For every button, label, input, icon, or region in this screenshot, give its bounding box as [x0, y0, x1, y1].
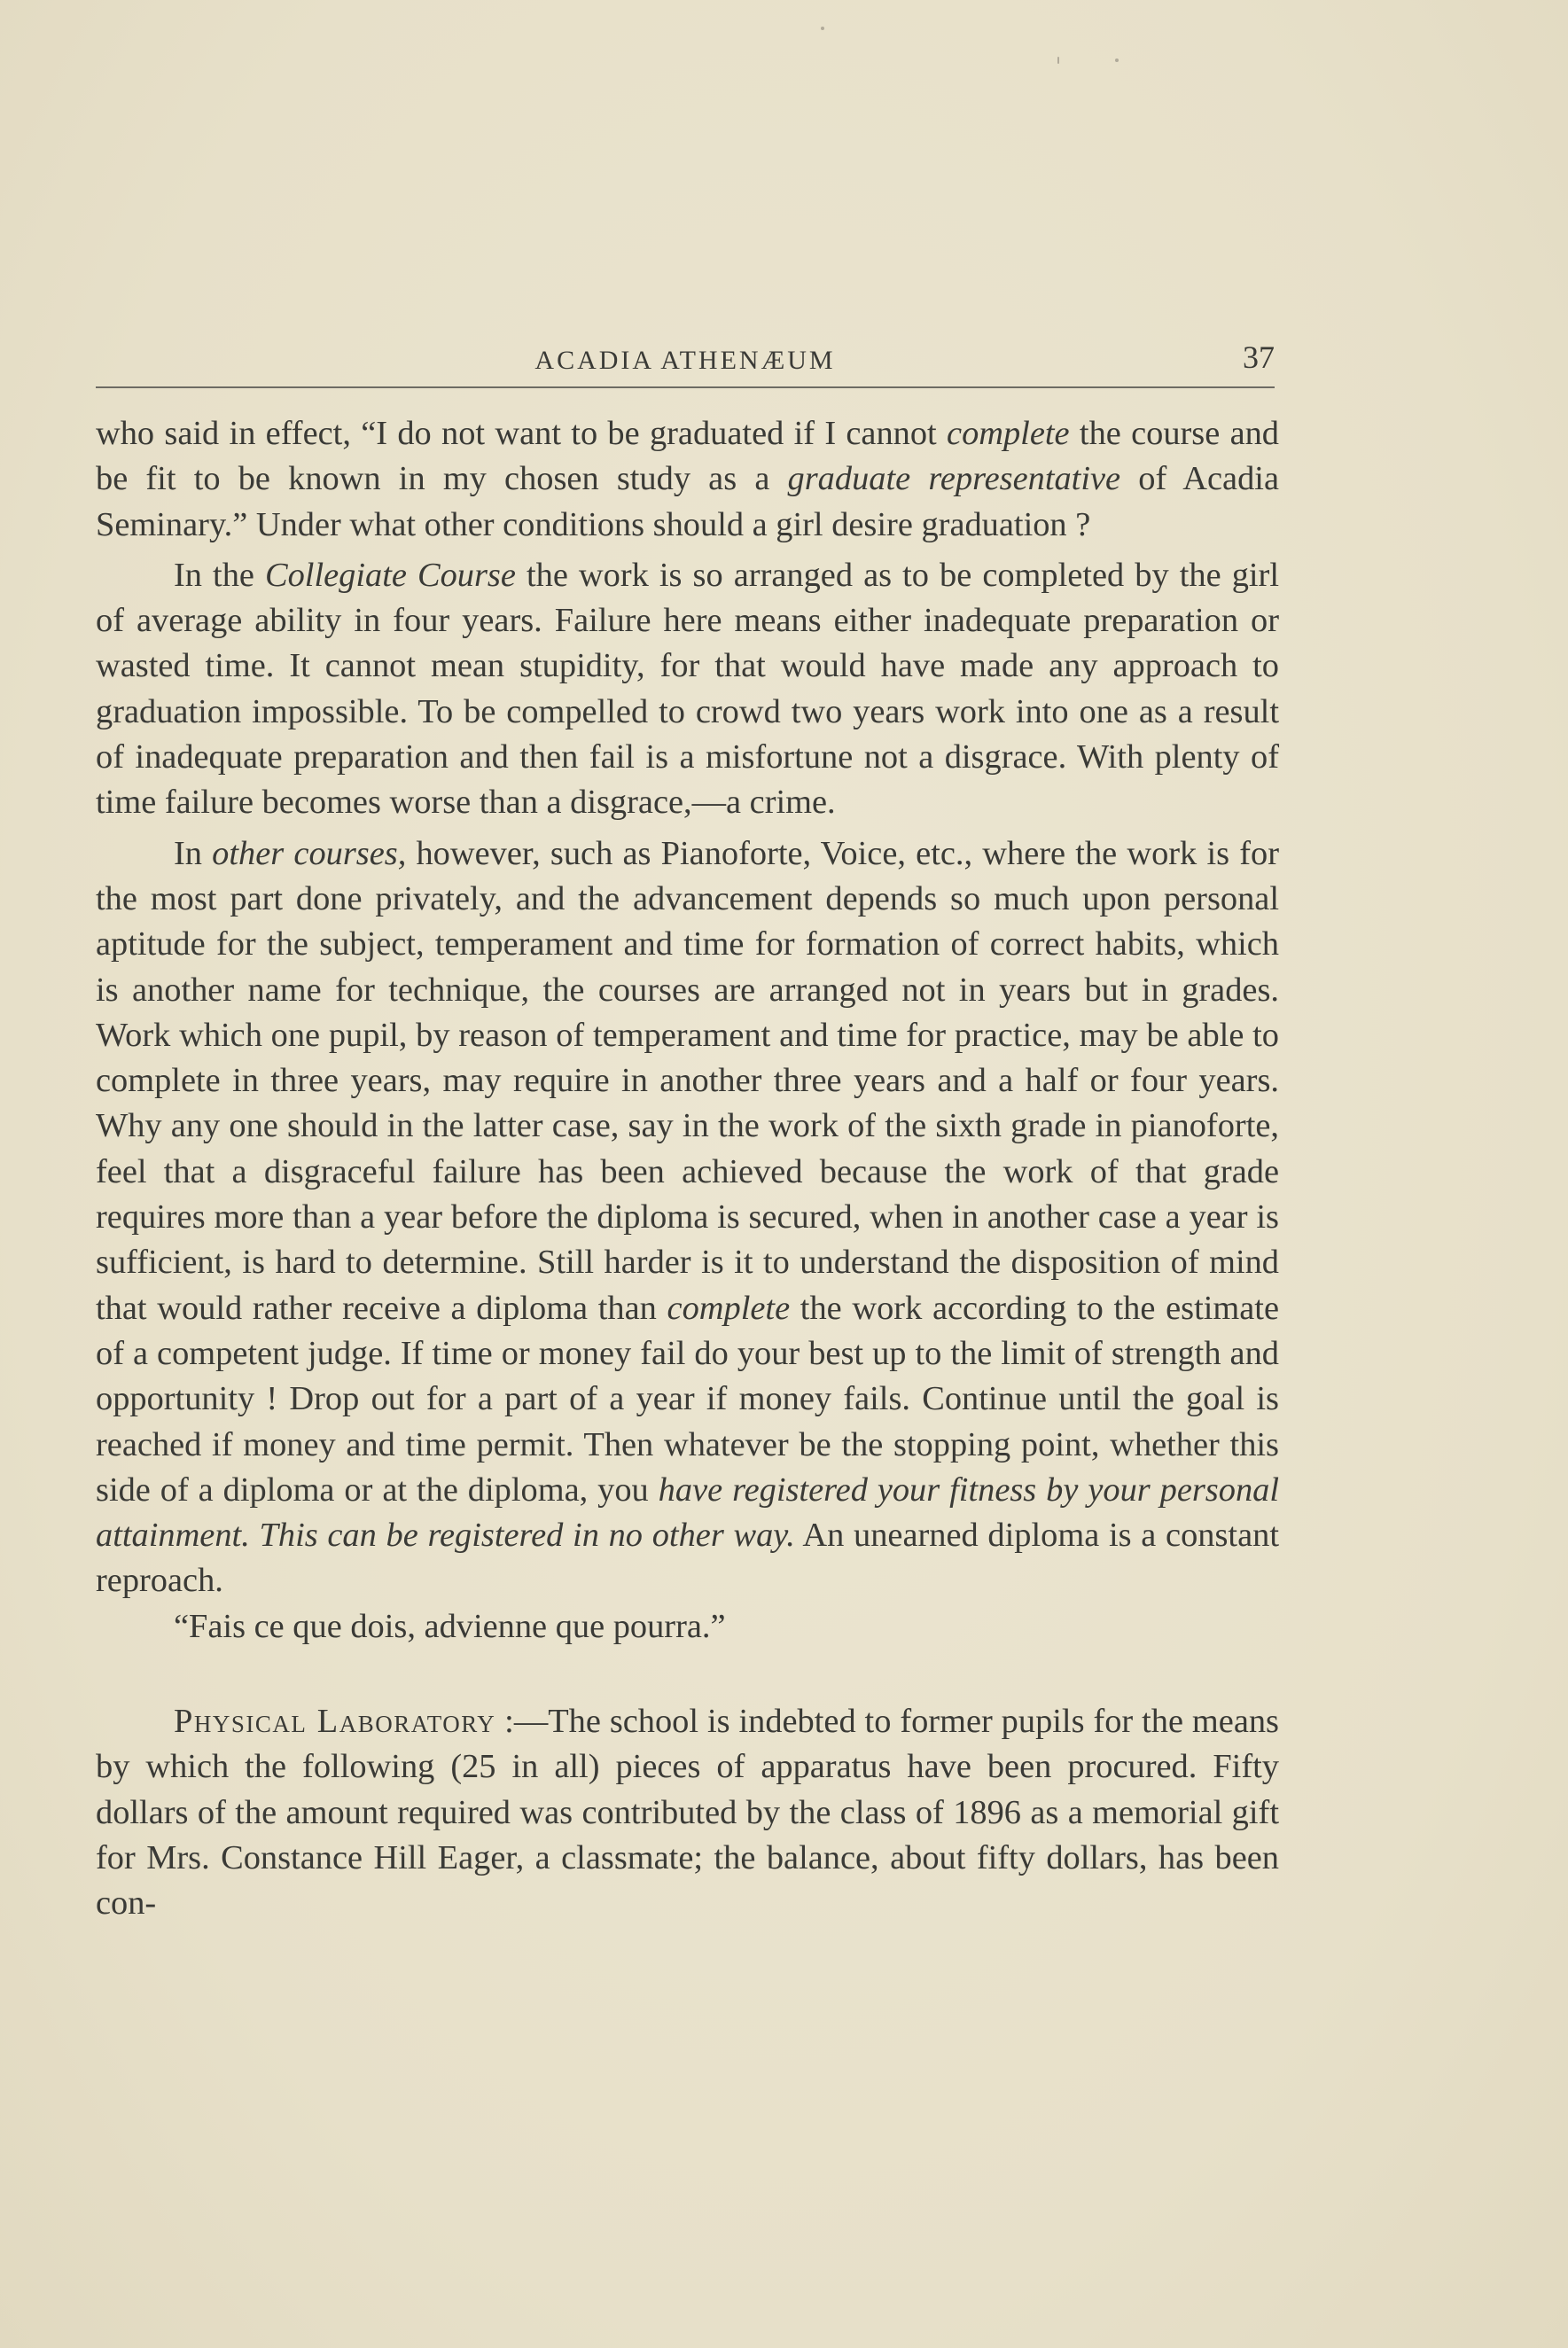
page-number: 37	[1243, 339, 1275, 375]
paragraph-physical-laboratory	[96, 1699, 1279, 1926]
italic-run: have registered your fitness by your personal attainment. This can be registered in no other way.	[96, 1470, 1280, 1555]
italic-run: other courses,	[212, 834, 407, 872]
paper-speck	[821, 27, 824, 30]
text-run: the work is so arranged as to be completed by the girl of average ability in four years. Failure here means either inadequate preparation or wasted time. It cannot mean stupidity, for that would have made any approach to graduation impossible. To be compelled to crowd two years work into one as a result of inadequate preparation and then fail is a misfortune not a disgrace. With plenty of time failure becomes worse than a disgrace,—a crime.	[96, 556, 1280, 822]
text-run: An unearned diploma is a constant reproach.	[96, 1517, 1279, 1600]
text-run: “Fais ce que dois, advienne que pourra.”	[174, 1607, 726, 1645]
text-run: the work according to the estimate of a competent judge. If time or money fail do your best up to the limit of strength and opportunity ! Drop out for a part of a year if money fails. Continue until the goal is reached if money and time permit. Then whatever be the stopping point, whether this side of a diploma or at the diploma, you	[96, 1289, 1280, 1509]
text-run: however, such as Pianoforte, Voice, etc., where the work is for the most part done privately, and the advancement depends so much upon personal aptitude for the subject, temperament and time for formation of correct habits, which is another name for technique, the courses are arranged not in years but in grades. Work which one pupil, by reason of temperament and time for practice, may be able to complete in three years, may require in another three years and a half or four years. Why any one should in the latter case, say in the work of the sixth grade in pianoforte, feel that a disgraceful failure has been achieved because the work of that grade requires more than a year before the diploma is secured, when in another case a year is sufficient, is hard to determine. Still harder is it to understand the disposition of mind that would rather receive a diploma than	[96, 834, 1280, 1327]
text-run: In	[174, 834, 213, 872]
italic-run: complete	[667, 1289, 791, 1327]
text-run: who said in effect, “I do not want to be graduated if I cannot	[96, 415, 948, 452]
italic-run: Collegiate Course	[265, 556, 516, 594]
text-run: the course and be fit to be known in my chosen study as a	[96, 415, 1279, 498]
paragraph-collegiate-course	[96, 553, 1279, 826]
text-run: :—The school is indebted to former pupils for the means by which the following (25 in all) pieces of apparatus have been procured. Fifty dollars of the amount required was contributed by the class of 1896 as a memorial gift for Mrs. Constance Hill Eager, a classmate; the balance, about fifty dollars, has been con-	[96, 1703, 1279, 1923]
paragraph-motto	[96, 1604, 1279, 1650]
italic-run: graduate representative	[787, 460, 1121, 498]
italic-run: complete	[947, 415, 1070, 452]
paper-speck	[1057, 57, 1059, 64]
section-heading: Physical Laboratory	[174, 1703, 496, 1741]
paragraph-1	[96, 411, 1279, 548]
page-header	[96, 337, 1275, 390]
text-run: of Acadia Seminary.” Under what other conditions should a girl desire graduation ?	[96, 460, 1279, 543]
header-rule	[96, 386, 1275, 388]
paper-speck	[1115, 59, 1119, 62]
text-run: In the	[174, 556, 265, 594]
paragraph-other-courses	[96, 831, 1279, 1604]
body-text	[96, 411, 1279, 1927]
running-title: ACADIA ATHENÆUM	[534, 346, 836, 375]
